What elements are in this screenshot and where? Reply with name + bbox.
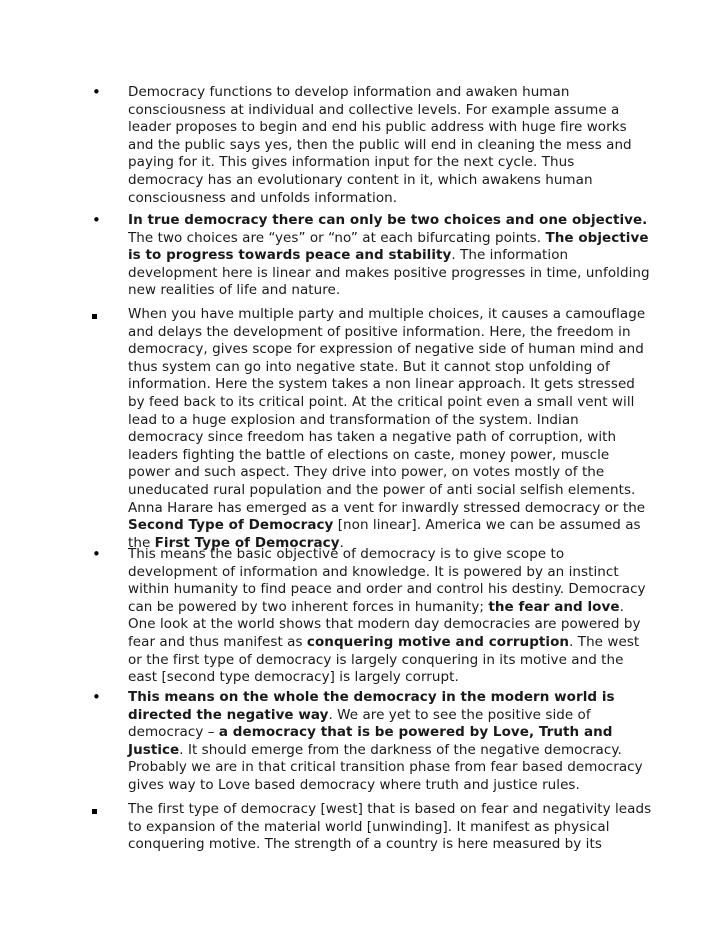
text-run: This means the basic objective of democracy is to give scope to development of information and knowledge. It is powered by an instinct within humanity to find peace and order and control his destiny. Democracy can be powered by two inherent forces in humanity; (128, 546, 646, 615)
paragraph-text (128, 212, 652, 300)
paragraph-text (128, 306, 652, 552)
bullet-round-icon (92, 84, 101, 103)
paragraph-text (128, 801, 652, 854)
text-run: Democracy functions to develop information and awaken human consciousness at individual and collective levels. For example assume a leader proposes to begin and end his public address with huge fire works and the public says yes, then the public will end in cleaning the mess and paying for it. This gives information input for the next cycle. Thus democracy has an evolutionary content in it, which awakens human consciousness and unfolds information. (128, 84, 632, 206)
bold-run: the fear and love (488, 598, 620, 615)
text-run: . It should emerge from the darkness of the negative democracy. Probably we are in that critical transition phase from fear based democracy gives way to Love based democracy where truth and justice rules. (128, 741, 643, 793)
bullet-square-icon (92, 306, 97, 324)
bold-run: In true democracy there can only be two choices and one objective. (128, 212, 648, 228)
text-run: . We are yet to see the positive side of democracy – (128, 706, 591, 741)
text-run: . The information development here is linear and makes positive progresses in time, unfolding new realities of life and nature. (128, 247, 650, 299)
bold-run: Second Type of Democracy (128, 517, 334, 534)
bold-run: a democracy that is be powered by Love, Truth and Justice (128, 724, 613, 758)
text-run: When you have multiple party and multiple choices, it causes a camouflage and delays the development of positive information. Here, the freedom in democracy, gives scope for expression of negative side of human mind and thus system can go into negative state. But it cannot stop unfolding of information. Here the system takes a non linear approach. It gets stressed by feed back to its critical point. At the critical point even a small vent will lead to a huge explosion and transformation of the system. Indian democracy since freedom has taken a negative path of corruption, with leaders fighting the battle of elections on caste, money power, muscle power and such aspect. They drive into power, on votes mostly of the uneducated rural population and the power of anti social selfish elements. Anna Harare has emerged as a vent for inwardly stressed democracy or the (128, 306, 646, 516)
bullet-round-icon (92, 689, 101, 708)
bold-run: The objective is to progress towards peace and stability (128, 229, 649, 264)
paragraph-text (128, 84, 652, 207)
bold-run: This means on the whole the democracy in the modern world is directed the negative way (128, 689, 615, 723)
paragraph-text (128, 689, 652, 795)
bullet-round-icon (92, 212, 101, 231)
text-run: [non linear]. America we can be assumed as the (128, 517, 641, 551)
text-run: . (339, 534, 344, 551)
bold-run: conquering motive and corruption (306, 633, 570, 650)
text-run: . One look at the world shows that modern day democracies are powered by fear and thus manifest as (128, 598, 641, 650)
bullet-square-icon (92, 801, 97, 819)
text-run: . The west or the first type of democracy is largely conquering in its motive and the east [second type democracy] is largely corrupt. (128, 633, 640, 686)
text-run: The first type of democracy [west] that is based on fear and negativity leads to expansion of the material world [unwinding]. It manifest as physical conquering motive. The strength of a country is here measured by its (128, 801, 652, 853)
text-run: The two choices are “yes” or “no” at each bifurcating points. (128, 229, 546, 246)
paragraph-text (128, 546, 652, 687)
bold-run: First Type of Democracy (154, 534, 340, 551)
bullet-round-icon (92, 546, 101, 565)
